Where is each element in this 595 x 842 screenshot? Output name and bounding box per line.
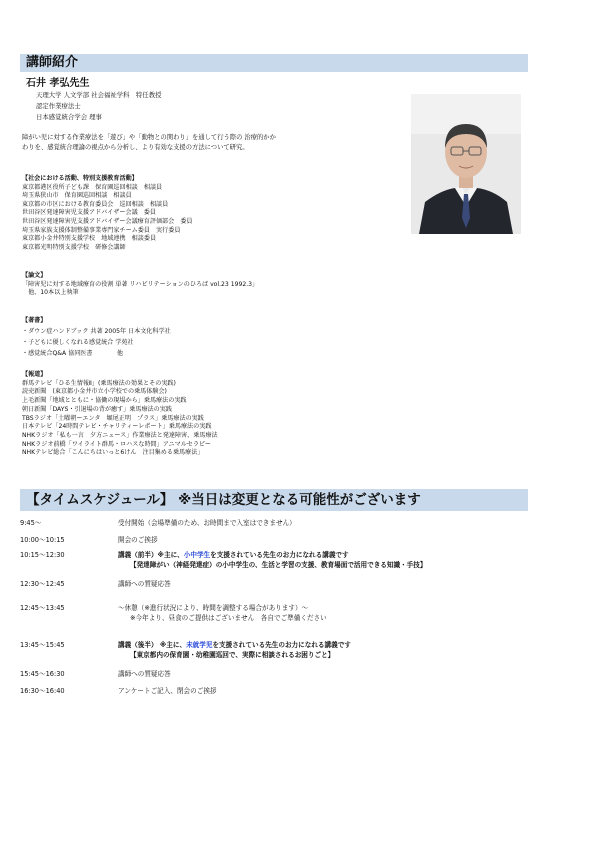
activity-item: 東京都港区役所子ども課 保育園巡回相談 相談員 xyxy=(22,183,163,191)
report-item: TBSラジオ「土曜朝ーエンタ 堀尾正明 プラス」乗馬療法の実践 xyxy=(22,414,204,422)
report-item: 群馬テレビ「ひる生情報Ⅱ」(乗馬療法の効果とその実践) xyxy=(22,379,176,387)
report-item: NHKラジオ前橋「ワイライト群馬・ロハスな時間」アニマルセラピー xyxy=(22,440,211,448)
activity-item: 東京都の市区における教育委員会 巡回相談 相談員 xyxy=(22,200,169,208)
break-text: ～休憩（※進行状況により、時間を調整する場合があります）～ xyxy=(118,604,309,612)
schedule-header: 【タイムスケジュール】 ※当日は変更となる可能性がございます xyxy=(20,489,528,511)
report-item: 日本テレビ「24時間テレビ・チャリティーレポート」乗馬療法の実践 xyxy=(22,423,212,431)
paper-item: 他、10本以上執筆 xyxy=(22,289,79,297)
schedule-text xyxy=(118,550,538,570)
books-section xyxy=(22,315,412,359)
book-item: ・ダウン症ハンドブック 共著 2005年 日本文化科学社 xyxy=(22,328,171,335)
lecture-detail: 【東京都内の保育園・幼稚園巡回で、実際に相談されるお困りごと】 xyxy=(130,651,335,659)
activity-item: 東京都光明特別支援学校 研修会講師 xyxy=(22,243,126,251)
instructor-intro xyxy=(22,133,412,153)
schedule-text xyxy=(118,603,538,623)
report-item: NHKラジオ「私も一言 夕方ニュース」作業療法と発達障害、乗馬療法 xyxy=(22,431,218,439)
lecture-suffix: を支援されている先生のお力になれる講義です xyxy=(212,641,351,649)
activity-item: 世田谷区発達障害児支援アドバイザー会議 委員 xyxy=(22,209,156,217)
affiliation-line: 天理大学 人文学部 社会福祉学科 特任教授 xyxy=(36,91,162,99)
affiliation-line: 認定作業療法士 xyxy=(36,102,81,110)
activity-item: 埼玉県家族支援体制整備事業専門家チーム委員 実行委員 xyxy=(22,226,181,234)
schedule-time: 16:30～16:40 xyxy=(20,687,65,695)
report-item: 上毛新聞「地域とともに・協働の現場から」乗馬療法の実践 xyxy=(22,397,187,405)
schedule-time: 12:45～13:45 xyxy=(20,604,65,612)
schedule-time: 15:45～16:30 xyxy=(20,670,65,678)
schedule-time: 13:45～15:45 xyxy=(20,641,65,649)
activities-section xyxy=(22,175,412,252)
paper-item: 「障害児に対する地域療育の役割 単著 リハビリテーションのひろば vol.23 1992.3」 xyxy=(22,280,259,288)
lecture-detail: 【発達障がい（神経発達症）の小中学生の、生活と学習の支援、教育場面で活用できる知識・手技】 xyxy=(130,561,427,569)
reports-section xyxy=(22,371,412,458)
books-title: 【著書】 xyxy=(22,317,47,324)
schedule-time: 9:45～ xyxy=(20,519,42,527)
instructor-photo xyxy=(411,94,521,234)
activity-item: 埼玉県狭山市 保育園巡回相談 相談員 xyxy=(22,192,132,200)
activity-item: 世田谷区発達障害児支援アドバイザー会議療育評価部会 委員 xyxy=(22,217,193,225)
lecture-prefix: 講義（前半）※主に、 xyxy=(118,551,184,559)
papers-section xyxy=(22,272,412,298)
report-item: 読売新聞 (東京都小金井市立小学校での乗馬体験会) xyxy=(22,388,167,396)
activity-item: 東京都小金井特別支援学校 地域連携 相談委員 xyxy=(22,235,157,243)
schedule-text xyxy=(118,640,538,660)
schedule-text: 開会のご挨拶 xyxy=(118,536,158,544)
schedule-text: 受付開始（会場準備のため、お時間まで入室はできません） xyxy=(118,519,296,527)
schedule-text: 講師への質疑応答 xyxy=(118,670,171,678)
activities-title: 【社会における活動、特別支援教育活動】 xyxy=(22,175,138,182)
intro-line: 障がい児に対する作業療法を「遊び」や「動物との関わり」を通して行う際の 治療的かか xyxy=(22,134,276,141)
lecture-prefix: 講義（後半） ※主に、 xyxy=(118,641,187,649)
book-item: ・感覚統合Q&A 協同医書 他 xyxy=(22,350,123,357)
papers-title: 【論文】 xyxy=(22,272,47,279)
target-highlight: 未就学児 xyxy=(186,641,213,649)
schedule-text: アンケートご記入、閉会のご挨拶 xyxy=(118,687,217,695)
book-item: ・子どもに優しくなれる感覚統合 学苑社 xyxy=(22,339,134,346)
break-note: ※今年より、昼食のご提供はございません 各自でご準備ください xyxy=(130,614,327,622)
lecture-suffix: を支援されている先生のお力になれる講義です xyxy=(210,551,349,559)
schedule-time: 10:00～10:15 xyxy=(20,536,65,544)
schedule-time: 10:15～12:30 xyxy=(20,551,65,559)
schedule-time: 12:30～12:45 xyxy=(20,580,65,588)
instructor-name: 石井 孝弘先生 xyxy=(26,78,90,89)
target-highlight: 小中学生 xyxy=(183,551,211,559)
schedule-text: 講師への質疑応答 xyxy=(118,580,171,588)
affiliation-line: 日本感覚統合学会 理事 xyxy=(36,113,102,121)
report-item: 朝日新聞「DAYS・引退場の背が癒す」乗馬療法の実践 xyxy=(22,405,172,413)
report-item: NHKテレビ総合「こんにちはいっと6けん 注目集める乗馬療法」 xyxy=(22,449,204,457)
reports-title: 【報道】 xyxy=(22,371,47,378)
intro-line: わりを、感覚統合理論の視点から分析し、より有効な支援の方法について研究。 xyxy=(22,144,249,151)
instructor-header: 講師紹介 xyxy=(20,54,528,72)
